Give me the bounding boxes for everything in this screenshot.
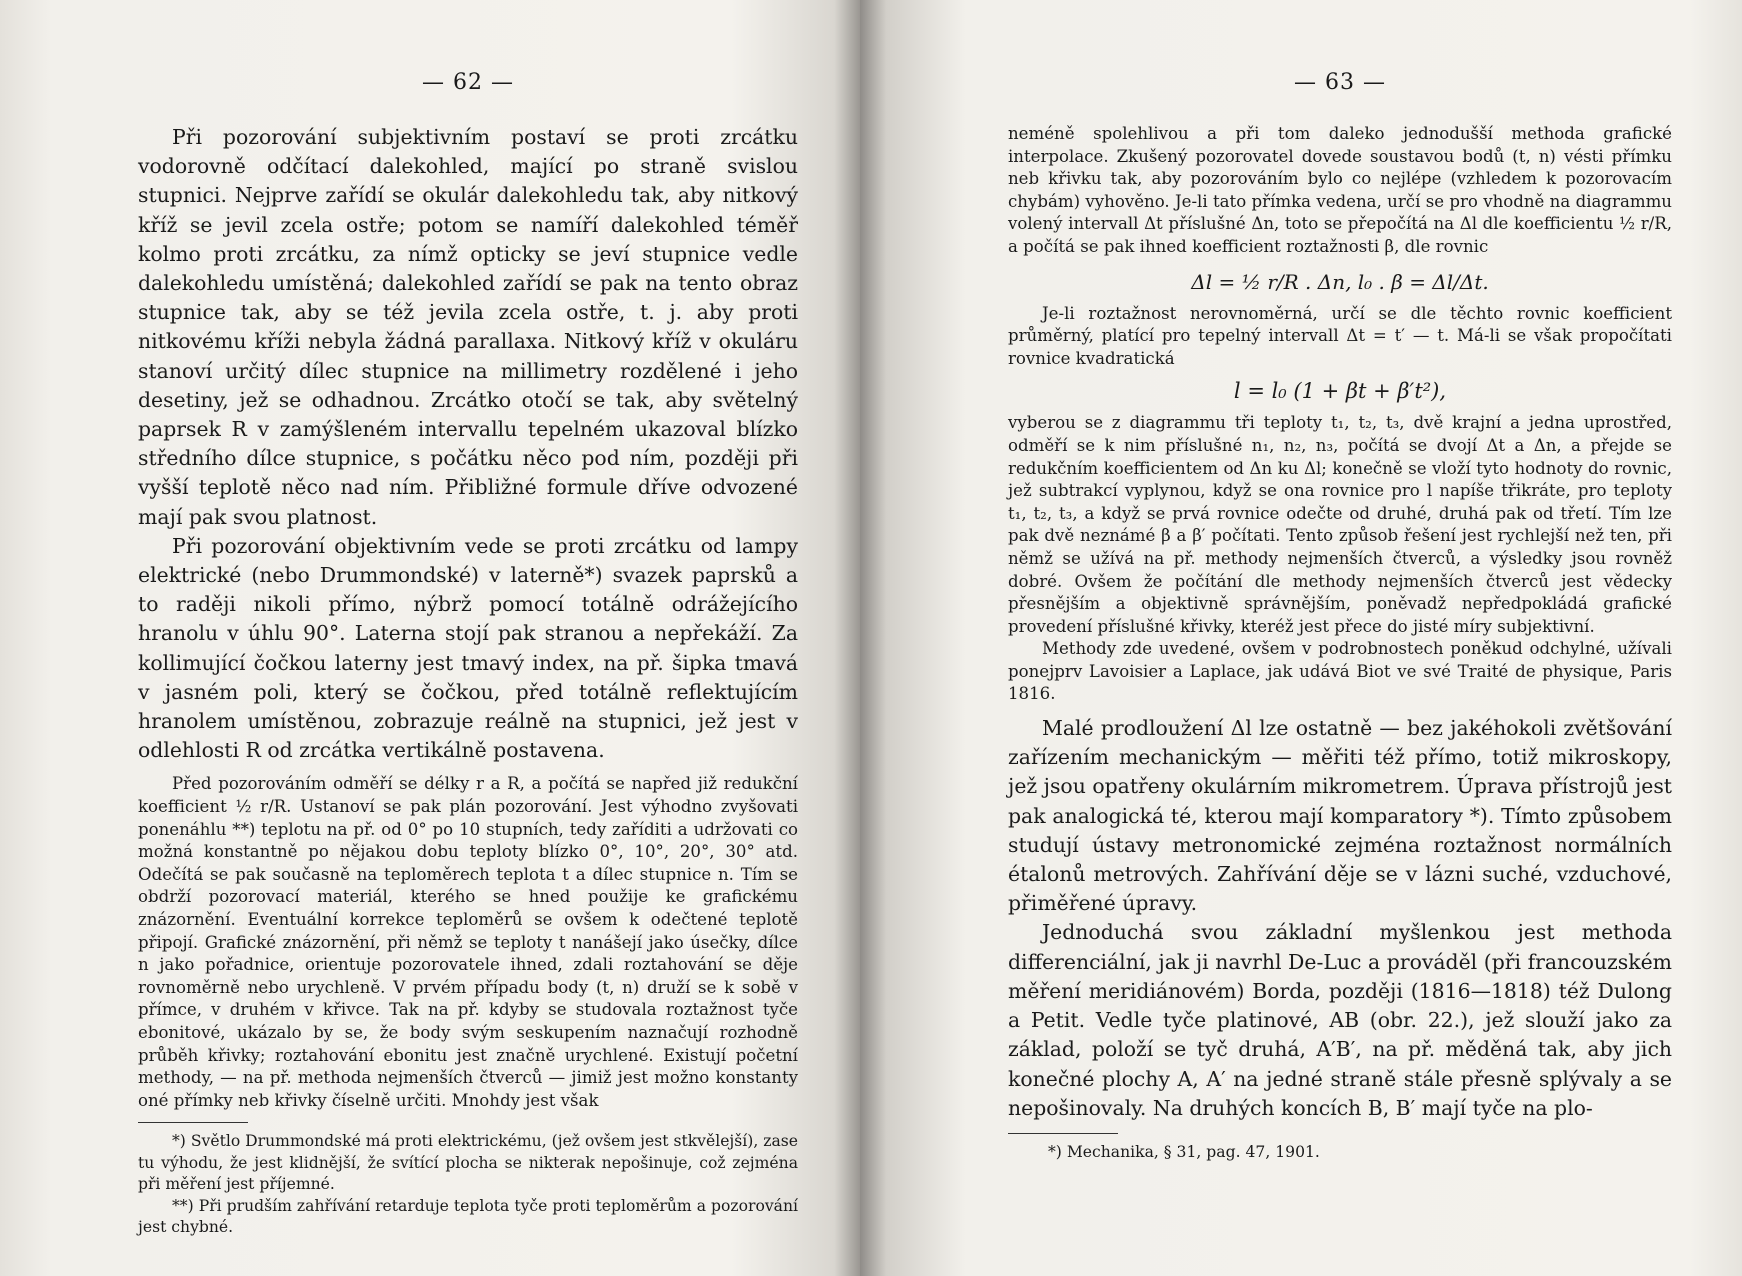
formula: l = l₀ (1 + βt + β′t²), — [1233, 379, 1447, 404]
footnote: **) Při prudším zahřívání retarduje teplota tyče proti teploměrům a pozorování jest chybné. — [138, 1196, 798, 1237]
paragraph: Při pozorování objektivním vede se proti zrcátku od lampy elektrické (nebo Drummondské) v laterně*) svazek paprsků a to raději nikoli přímo, nýbrž pomocí totálně odrážejícího hranolu v úhlu 90°. Laterna stojí pak stranou a nepřekáží. Za kollimující čočkou laterny jest tmavý index, na př. šipka tmavá v jasném poli, který se čočkou, před totálně reflektujícím hranolem umístěnou, zobrazuje reálně na stupnici, jež jest v odlehlosti R od zrcátka vertikálně postavena. — [138, 533, 798, 763]
left-page — [0, 0, 860, 1276]
formula: Δl = ½ r/R . Δn, l₀ . β = Δl/Δt. — [1191, 269, 1489, 294]
footnote-rule — [1008, 1133, 1118, 1134]
paragraph: neméně spolehlivou a při tom daleko jednodušší methoda grafické interpolace. Zkušený pozorovatel dovede soustavou bodů (t, n) vésti přímku neb křivku tak, aby pozorováním bylo co nejlépe (vzhledem k pozorovacím chybám) vyhověno. Je-li tato přímka vedena, určí se pro vhodně na diagrammu volený intervall Δt příslušné Δn, toto se přepočítá na Δl dle koefficientu ½ r/R, a počítá se pak ihned koefficient roztažnosti β, dle rovnic — [1008, 124, 1672, 256]
page-number: — 62 — — [422, 70, 514, 95]
paragraph: Jednoduchá svou základní myšlenkou jest methoda differenciální, jak ji navrhl De-Luc a prováděl (při francouzském měření meridiánovém) Borda, později (1816—1818) též Dulong a Petit. Vedle tyče platinové, AB (obr. 22.), jež slouží jako za základ, položí se tyč druhá, A′B′, na př. měděná tak, aby jich konečné plochy A, A′ na jedné straně stále přesně splývaly a se nepošinovaly. Na druhých koncích B, B′ mají tyče na plo- — [1008, 920, 1672, 1120]
footnote-rule — [138, 1122, 248, 1123]
paragraph: Před pozorováním odměří se délky r a R, a počítá se napřed již redukční koefficient ½ r/R. Ustanoví se pak plán pozorování. Jest výhodno zvyšovati ponenáhlu **) teplotu na př. od 0° po 10 stupních, tedy zaříditi a udržovati co možná konstantně po nějakou dobu teploty blízko 0°, 10°, 20°, 30° atd. Odečítá se pak současně na teploměrech teplota t a dílec stupnice n. Tím se obdrží pozorovací materiál, kterého se hned použije ke grafickému znázornění. Eventuální korrekce teploměrů se ovšem k odečtené teplotě připojí. Grafické znázornění, při němž se teploty t nanášejí jako úsečky, dílce n jako pořadnice, orientuje pozorovatele ihned, zdali roztahování se děje rovnoměrně nebo urychleně. V prvém případu body (t, n) druží se k sobě v přímce, v druhém v křivce. Tak na př. kdyby se studovala roztažnost tyče ebonitové, ukázalo by se, že body svým seskupením naznačují rozhodně průběh křivky; roztahování ebonitu jest značně urychlené. Existují početní methody, — na př. methoda nejmenších čtverců — jimiž jest možno konstanty oné přímky neb křivky číselně určiti. Mnohdy jest však — [138, 774, 798, 1110]
paragraph: Je-li roztažnost nerovnoměrná, určí se dle těchto rovnic koefficient průměrný, platící pro tepelný intervall Δt = t′ — t. Má-li se však propočítati rovnice kvadratická — [1008, 303, 1672, 368]
right-page — [860, 0, 1742, 1276]
paragraph: vyberou se z diagrammu tři teploty t₁, t₂, t₃, dvě krajní a jedna uprostřed, odměří se k nim příslušné n₁, n₂, n₃, počítá se dvojí Δt a Δn, a přejde se redukčním koefficientem od Δn ku Δl; konečně se vloží tyto hodnoty do rovnic, jež subtrakcí vyplynou, když se ona rovnice pro l napíše třikráte, pro teploty t₁, t₂, t₃, a když se prvá rovnice odečte od druhé, druhá pak od třetí. Tím lze pak dvě neznámé β a β′ počítati. Tento způsob řešení jest rychlejší než ten, při němž se užívá na př. methody nejmenších čtverců, a výsledky jsou rovněž dobré. Ovšem že počítání dle methody nejmenších čtverců jest vědecky přesnějším a objektivně správnějším, poněvadž nepředpokládá grafické provedení příslušné křivky, kteréž jest přece do jisté míry subjektivní. — [1008, 413, 1672, 636]
footnote: *) Světlo Drummondské má proti elektrickému, (jež ovšem jest stkvělejší), zase tu výhodu, že jest klidnější, že svítící plocha se nikterak nepošinuje, což zejména při měření jest příjemné. — [138, 1132, 798, 1194]
paragraph: Methody zde uvedené, ovšem v podrobnostech poněkud odchylné, užívali ponejprv Lavoisier a Laplace, jak udává Biot ve své Traité de physique, Paris 1816. — [1008, 639, 1672, 704]
footnote: *) Mechanika, § 31, pag. 47, 1901. — [1048, 1142, 1320, 1161]
paragraph: Při pozorování subjektivním postaví se proti zrcátku vodorovně odčítací dalekohled, mající po straně svislou stupnici. Nejprve zařídí se okulár dalekohledu tak, aby nitkový kříž se jevil zcela ostře; potom se namíří dalekohled téměř kolmo proti zrcátku, za nímž opticky se jeví stupnice vedle dalekohledu umístěná; dalekohled zařídí se pak na tento obraz stupnice tak, aby se též jevila zcela ostře, t. j. aby proti nitkovému kříži nebyla žádná parallaxa. Nitkový kříž v okuláru stanoví určitý dílec stupnice na millimetry rozdělené i jeho desetiny, jež se odhadnou. Zrcátko otočí se tak, aby světelný paprsek R v zamýšleném intervallu tepelném ukazoval blízko středního dílce stupnice, s počátku něco pod ním, později při vyšší teplotě něco nad ním. Přibližné formule dříve odvozené mají pak svou platnost. — [138, 125, 798, 529]
paragraph: Malé prodloužení Δl lze ostatně — bez jakéhokoli zvětšování zařízením mechanickým — měřiti též přímo, totiž mikroskopy, jež jsou opatřeny okulárním mikrometrem. Úprava přístrojů jest pak analogická té, kterou mají komparatory *). Tímto způsobem studují ústavy metronomické zejména roztažnost normálních étalonů metrových. Zahřívání děje se v lázni suché, vzduchové, přiměřené úpravy. — [1008, 716, 1672, 916]
page-number: — 63 — — [1294, 70, 1386, 95]
